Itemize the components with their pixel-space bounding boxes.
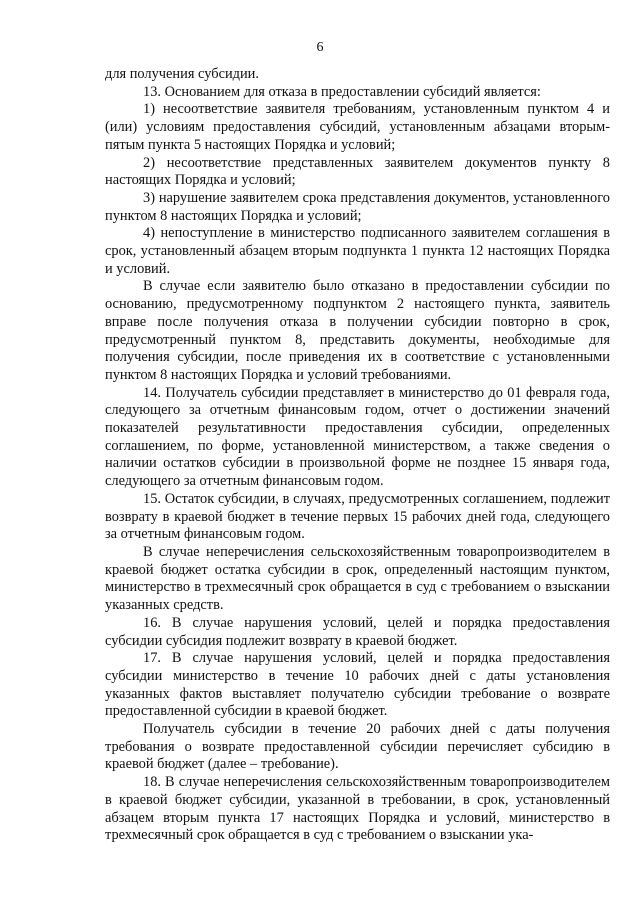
paragraph-13-note: В случае если заявителю было отказано в предоставлении субсидии по основанию, предусмотренному подпунктом 2 настоящего пункта, заявитель вправе после получения отказа в получении субсидии повторно в срок, предусмотренный пунктом 8, представить документы, необходимые для получения субсидии, после приведения их в соответствие с установленными пунктом 8 настоящих Порядка и условий требованиями.	[105, 278, 610, 383]
paragraph-continuation: для получения субсидии.	[105, 66, 259, 82]
paragraph-15-note: В случае неперечисления сельскохозяйственным товаропроизводителем в краевой бюджет остатка субсидии в срок, определенный настоящим пунктом, министерство в трехмесячный срок обращается в суд с требованием о взыскании указанных средств.	[105, 543, 610, 614]
paragraph-13-item-3: 3) нарушение заявителем срока представления документов, установленного пунктом 8 настоящих Порядка и условий;	[105, 189, 610, 224]
document-body	[105, 66, 610, 845]
paragraph-13-item-4: 4) непоступление в министерство подписанного заявителем соглашения в срок, установленный абзацем вторым подпункта 1 пункта 12 настоящих Порядка и условий.	[105, 225, 610, 277]
paragraph-13-item-1: 1) несоответствие заявителя требованиям, установленным пунктом 4 и (или) условиям предоставления субсидий, установленным абзацами вторым-пятым пункта 5 настоящих Порядка и условий;	[105, 101, 610, 153]
paragraph-15: 15. Остаток субсидии, в случаях, предусмотренных соглашением, подлежит возврату в краевой бюджет в течение первых 15 рабочих дней года, следующего за отчетным финансовым годом.	[105, 490, 610, 543]
page-number: 6	[316, 40, 324, 55]
paragraph-18: 18. В случае неперечисления сельскохозяйственным товаропроизводителем в краевой бюджет субсидии, указанной в требовании, в срок, установленный абзацем вторым пункта 17 настоящих Порядка и условий, министерство в трехмесячный срок обращается в суд с требованием о взыскании ука-	[105, 774, 610, 844]
paragraph-14: 14. Получатель субсидии представляет в министерство до 01 февраля года, следующего за отчетным финансовым годом, отчет о достижении значений показателей результативности предоставления субсидии, определенных соглашением, по форме, установленной министерством, а также сведения о наличии остатков субсидии в произвольной форме не позднее 15 января года, следующего за отчетным финансовым годом.	[105, 384, 610, 490]
paragraph-13-item-2: 2) несоответствие представленных заявителем документов пункту 8 настоящих Порядка и условий;	[105, 154, 610, 189]
paragraph-13-header: 13. Основанием для отказа в предоставлении субсидий является:	[143, 83, 541, 100]
paragraph-16: 16. В случае нарушения условий, целей и порядка предоставления субсидии субсидия подлежит возврату в краевой бюджет.	[105, 614, 610, 649]
paragraph-17-note: Получатель субсидии в течение 20 рабочих дней с даты получения требования о возврате предоставленной субсидии перечисляет субсидию в краевой бюджет (далее – требование).	[105, 721, 610, 773]
paragraph-17: 17. В случае нарушения условий, целей и порядка предоставления субсидии министерство в течение 10 рабочих дней с даты установления указанных фактов выставляет получателю субсидии требование о возврате предоставленной субсидии в краевой бюджет.	[105, 650, 610, 720]
